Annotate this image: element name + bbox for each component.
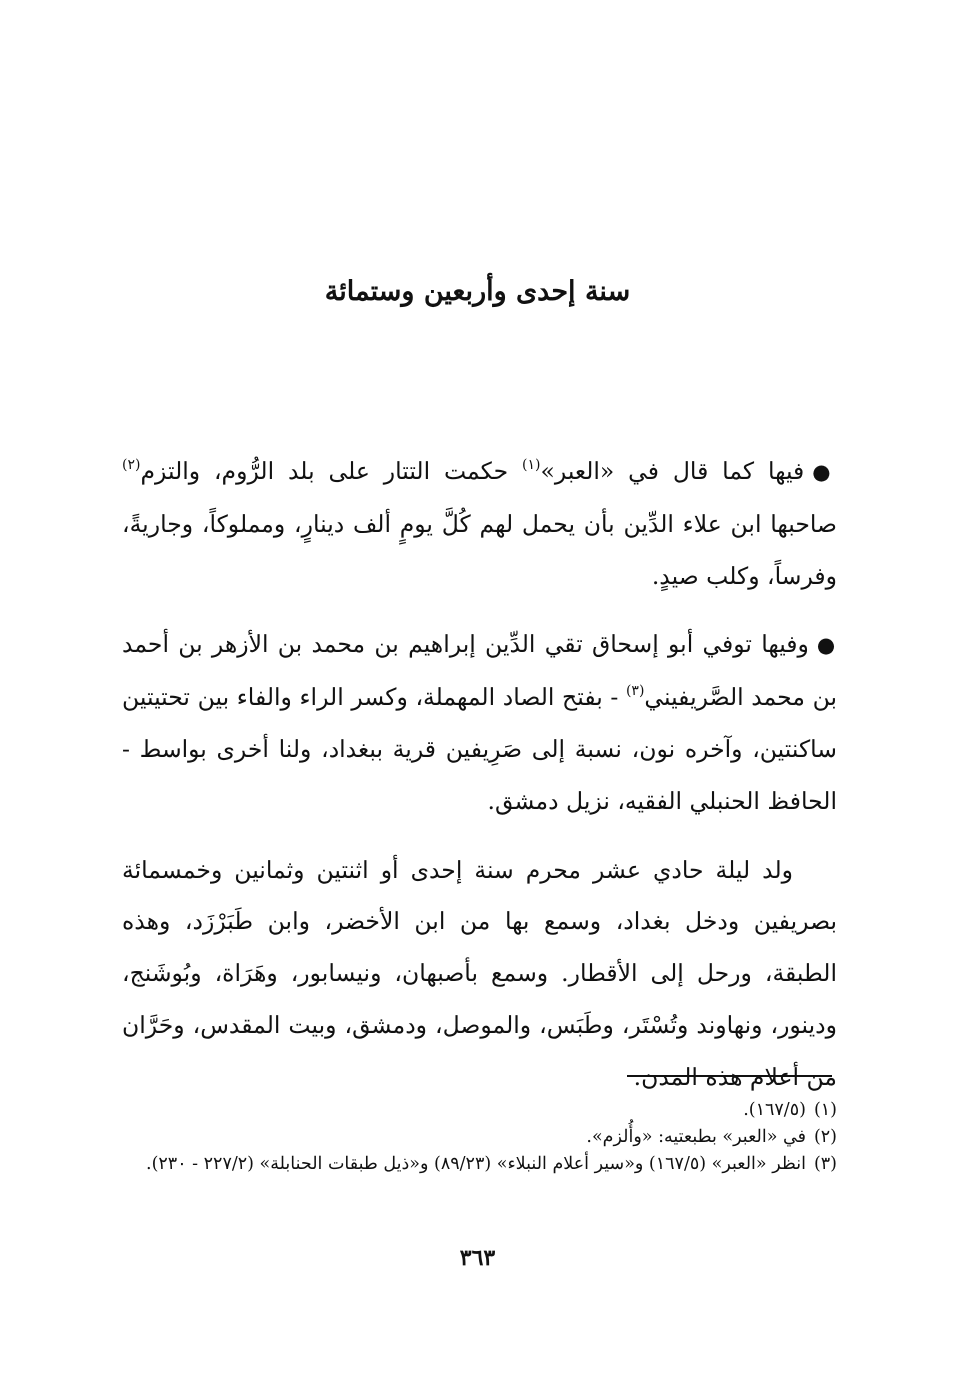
paragraph-1	[122, 446, 837, 602]
footnote-ref-3[interactable]: (٣)	[625, 683, 645, 700]
footnote-text: انظر «العبر» (١٦٧/٥) و«سير أعلام النبلاء» (٨٩/٢٣) و«ذيل طبقات الحنابلة» (٢٢٧/٢ - ٢٣٠).	[146, 1154, 806, 1174]
paragraph-1-part-a: فيها كما قال في «العبر»	[540, 457, 805, 485]
bullet-icon: ●	[812, 460, 837, 484]
footnote-ref-2[interactable]: (٢)	[122, 457, 141, 473]
paragraph-1-part-b: حكمت التتار على بلد الرُّوم، والتزم	[140, 457, 522, 485]
bullet-icon: ●	[816, 633, 837, 658]
footnote-number: (٢)	[813, 1127, 837, 1147]
footnote-number: (١)	[813, 1100, 837, 1120]
paragraph-2-part-b: - بفتح الصاد المهملة، وكسر الراء والفاء بين تحتيتين ساكنتين، وآخره نون، نسبة إلى صَرِيفين قرية ببغداد، ولنا أخرى بواسط - الحافظ الحنبلي الفقيه، نزيل دمشق.	[122, 683, 837, 815]
footnote-text: في «العبر» بطبعتيه: «وأُلزم».	[586, 1127, 806, 1147]
footnote-ref-1[interactable]: (١)	[522, 457, 541, 473]
footnote-3	[120, 1151, 837, 1178]
paragraph-3: ولد ليلة حادي عشر محرم سنة إحدى أو اثنتين وثمانين وخمسمائة بصريفين ودخل بغداد، وسمع بها من ابن الأخضر، وابن طَبَرْزَد، وهذه الطبقة، ورحل إلى الأقطار. وسمع بأصبهان، ونيسابور، وهَرَاة، وبُوشَنج، ودينور، ونهاوند وتُسْتَر، وطَبَس، والموصل، ودمشق، وبيت المقدس، وحَرَّان من أعلام هذه المدن.	[122, 855, 837, 1091]
footnote-1	[120, 1097, 837, 1124]
footnote-text: (١٦٧/٥).	[743, 1100, 806, 1120]
main-text	[122, 446, 837, 1104]
paragraph-2	[122, 619, 837, 827]
footnote-number: (٣)	[813, 1154, 837, 1174]
footnotes	[120, 1097, 837, 1178]
chapter-title: سنة إحدى وأربعين وستمائة	[324, 276, 631, 307]
footnote-divider	[627, 1075, 832, 1077]
paragraph-2-part-a: وفيها توفي أبو إسحاق تقي الدِّين إبراهيم بن محمد بن الأزهر بن أحمد بن محمد الصَّريفيني	[122, 630, 837, 712]
page-number: ٣٦٣	[459, 1245, 496, 1271]
paragraph-1-part-c: صاحبها ابن علاء الدِّين بأن يحمل لهم كُلَّ يومٍ ألف دينارٍ، ومملوكاً، وجاريةً، وفرساً، وكلب صيدٍ.	[122, 509, 837, 590]
footnote-2	[120, 1124, 837, 1151]
